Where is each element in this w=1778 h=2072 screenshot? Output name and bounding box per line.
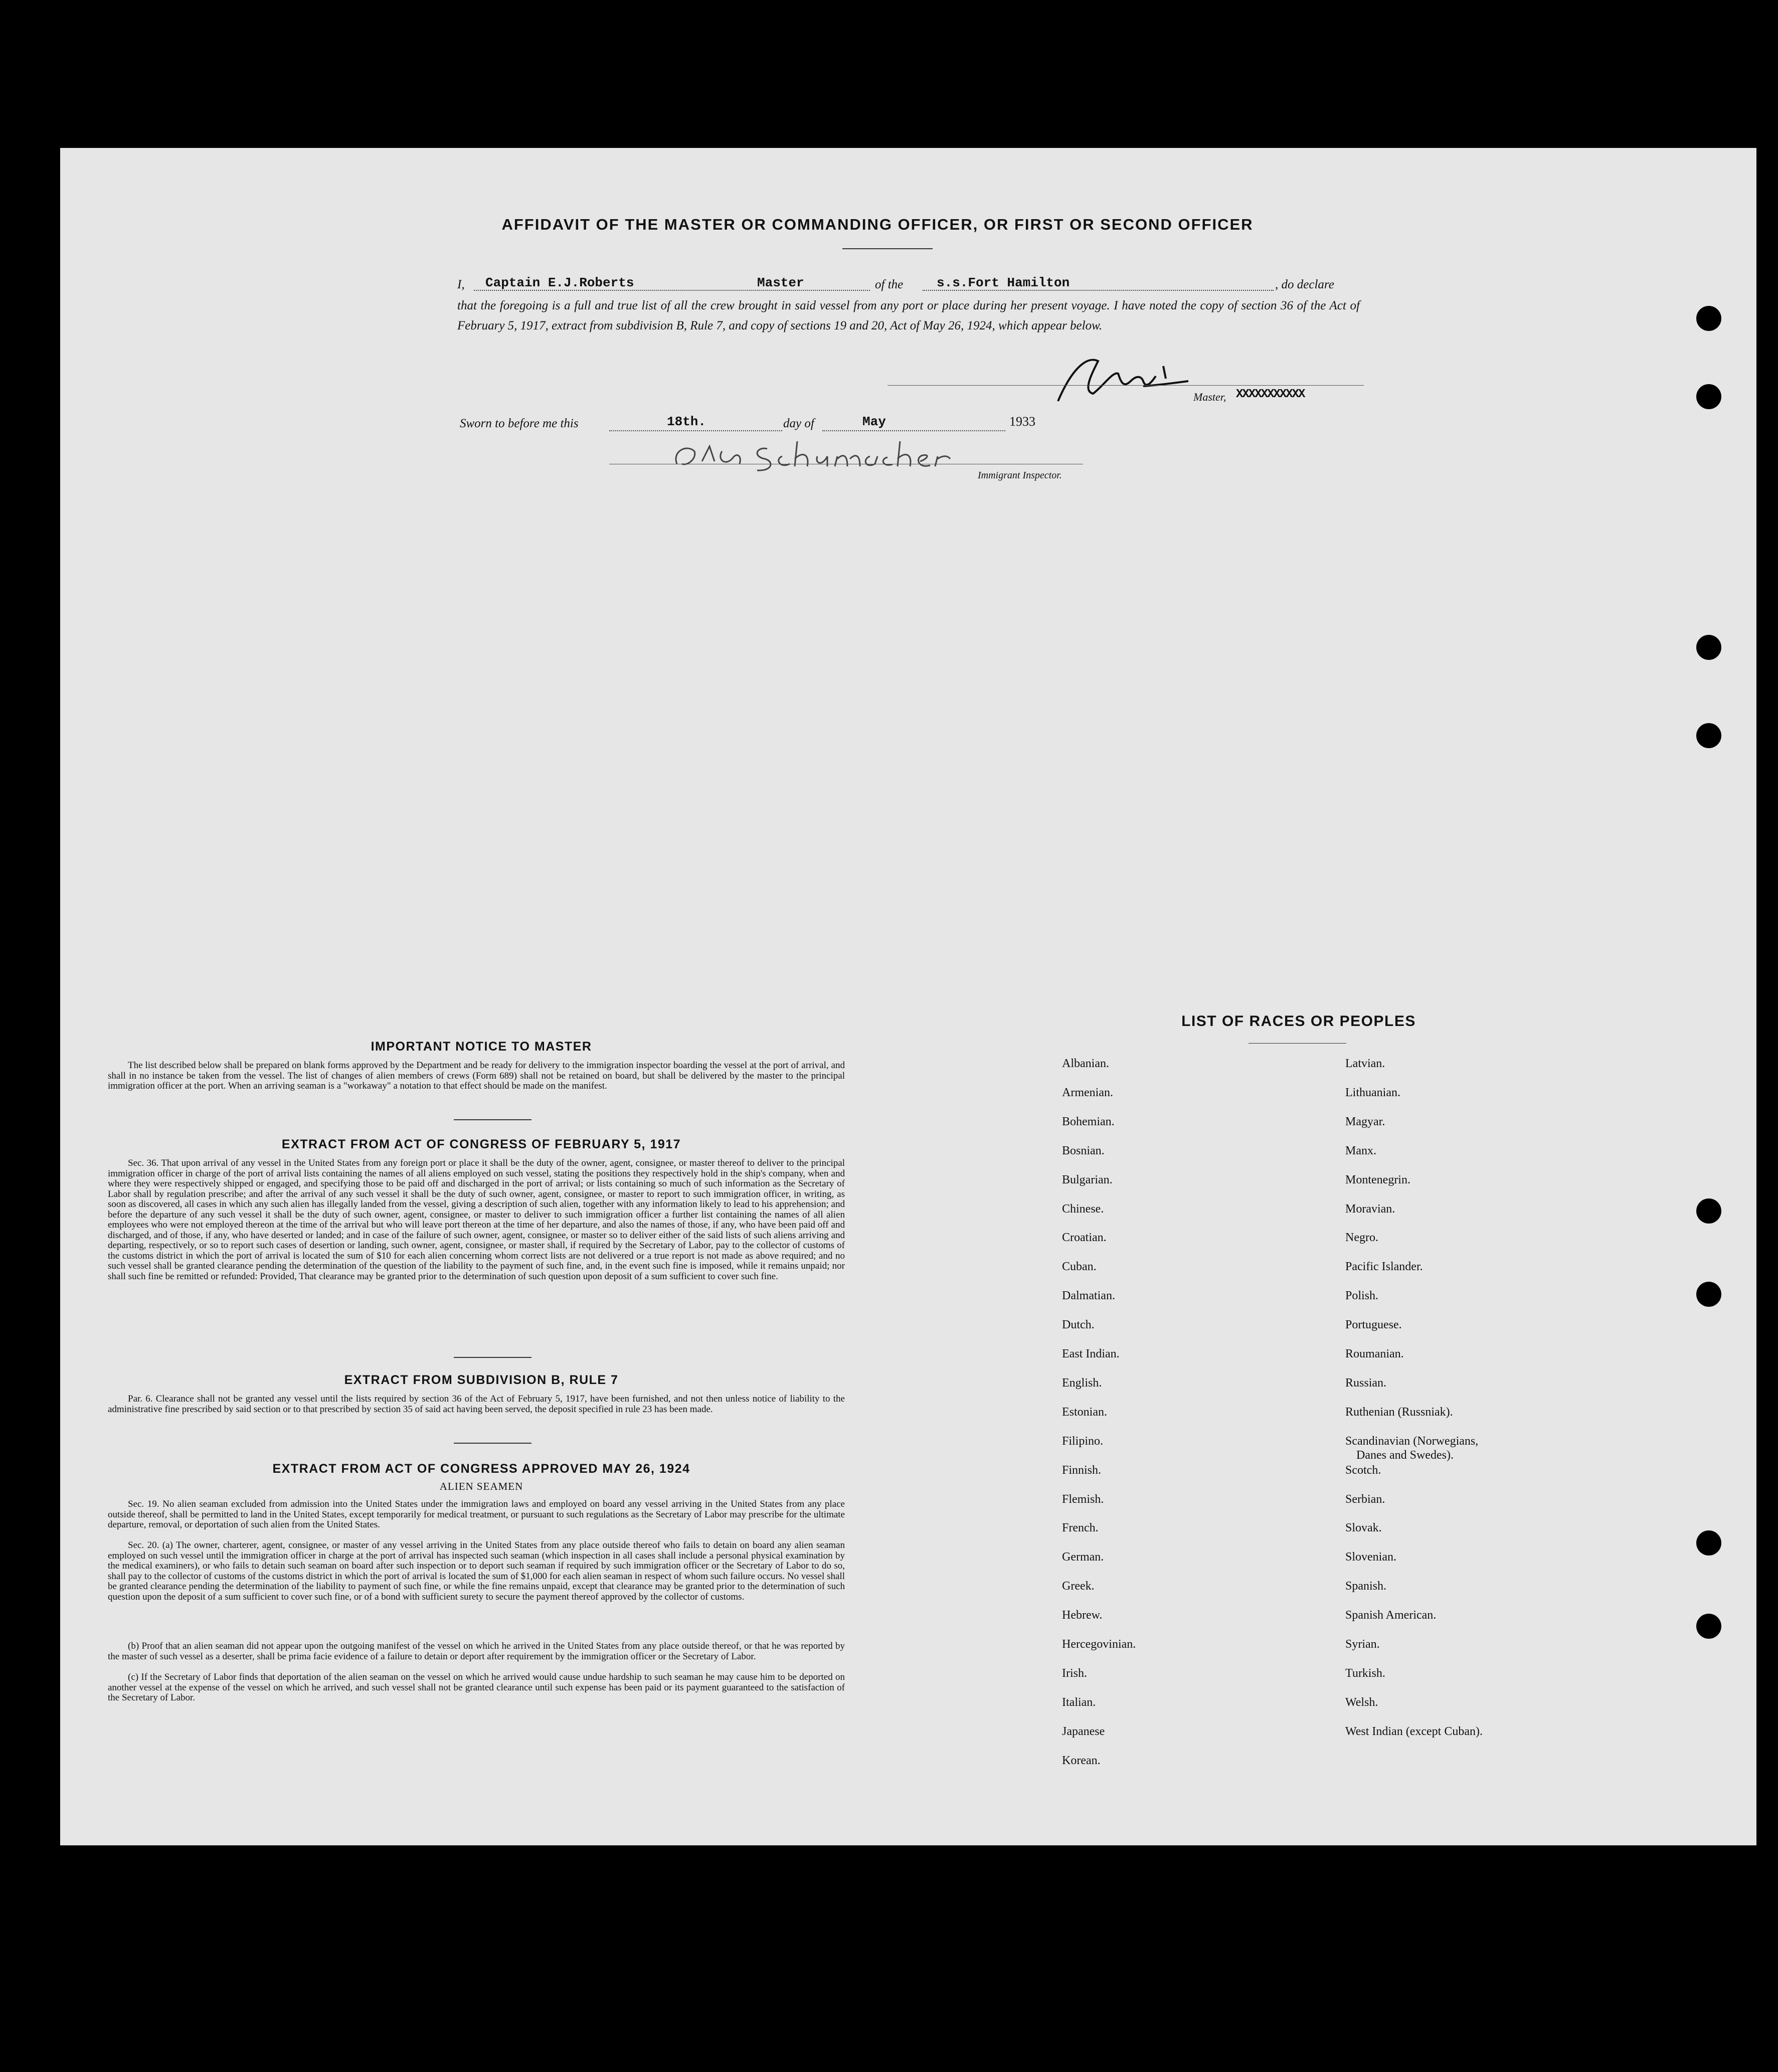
master-struck-title: XXXXXXXXXXX xyxy=(1236,388,1305,401)
punch-hole xyxy=(1696,723,1721,748)
affidavit-line1-suffix: , do declare xyxy=(1275,278,1334,291)
race-item: French. xyxy=(1062,1521,1099,1535)
sec-20b-text: (b) Proof that an alien seaman did not appear upon the outgoing manifest of the vessel on which he arrived in the United States from any place outside thereof, or that he was reported by the master of such vessel as a deserter, shall be prima facie evidence of a failure to detain or deport after requirement by the immigration officer or the Secretary of Labor. xyxy=(108,1641,845,1662)
race-item: Korean. xyxy=(1062,1754,1101,1767)
race-item: Moravian. xyxy=(1345,1202,1395,1216)
race-item: Bulgarian. xyxy=(1062,1173,1113,1186)
race-item: Pacific Islander. xyxy=(1345,1260,1423,1274)
race-item: West Indian (except Cuban). xyxy=(1345,1724,1483,1738)
race-item: Negro. xyxy=(1345,1231,1378,1245)
punch-hole xyxy=(1696,306,1721,331)
race-item: Syrian. xyxy=(1345,1638,1380,1651)
race-item: Bohemian. xyxy=(1062,1115,1115,1128)
divider xyxy=(1249,1043,1346,1044)
extract-1924-title: EXTRACT FROM ACT OF CONGRESS APPROVED MAY 26, 1924 xyxy=(272,1462,690,1476)
extract-1917-title: EXTRACT FROM ACT OF CONGRESS OF FEBRUARY 5, 1917 xyxy=(281,1137,681,1151)
punch-hole xyxy=(1696,1530,1721,1556)
day-of-label: day of xyxy=(783,417,814,430)
race-item: Serbian. xyxy=(1345,1492,1385,1506)
race-item: Lithuanian. xyxy=(1345,1086,1400,1099)
punch-hole xyxy=(1696,635,1721,660)
race-item: Japanese xyxy=(1062,1724,1105,1738)
race-item: Latvian. xyxy=(1345,1057,1385,1070)
vessel-name: s.s.Fort Hamilton xyxy=(937,275,1070,290)
race-item: Spanish. xyxy=(1345,1580,1387,1593)
alien-seamen-subtitle: ALIEN SEAMEN xyxy=(439,1480,523,1492)
race-item: Welsh. xyxy=(1345,1695,1378,1709)
affidavit-title: AFFIDAVIT OF THE MASTER OR COMMANDING OFFICER, OR FIRST OR SECOND OFFICER xyxy=(501,216,1254,233)
sec-20c-text: (c) If the Secretary of Labor finds that deportation of the alien seaman on the vessel on which he arrived would cause undue hardship to such seaman he may cause him to be deported on another vessel at the expense of the vessel on which he arrived, and such vessel shall not be granted clearance until such expense has been paid or its payment guaranteed to the satisfaction of the Secretary of Labor. xyxy=(108,1672,845,1703)
race-item: Hercegovinian. xyxy=(1062,1638,1136,1651)
of-the-label: of the xyxy=(875,278,904,291)
race-item: Turkish. xyxy=(1345,1666,1385,1680)
inspector-label: Immigrant Inspector. xyxy=(978,470,1062,481)
punch-hole xyxy=(1696,1282,1721,1307)
master-signature xyxy=(1043,346,1193,411)
race-item: Filipino. xyxy=(1062,1434,1104,1448)
race-item: Flemish. xyxy=(1062,1492,1104,1506)
race-item: Spanish American. xyxy=(1345,1609,1437,1622)
race-item: Irish. xyxy=(1062,1666,1087,1680)
notice-title: IMPORTANT NOTICE TO MASTER xyxy=(371,1040,592,1054)
race-item: Croatian. xyxy=(1062,1231,1107,1245)
sworn-day: 18th. xyxy=(667,414,706,429)
race-item: Montenegrin. xyxy=(1345,1173,1410,1186)
day-underline xyxy=(609,430,782,431)
master-rank: Master xyxy=(757,275,804,290)
sec-20a-text: Sec. 20. (a) The owner, charterer, agent, consignee, or master of any vessel arriving in the United States from any place outside thereof who fails to detain on board any alien seaman employed on such vessel until the immigration officer in charge at the port of arrival has inspected such seaman (which inspection in all cases shall include a personal physical examination by the medical examiners), or who fails to detain such seaman on board after such inspection or to deport such seaman if required by such immigration officer or the Secretary of Labor to do so, shall pay to the collector of customs of the customs district in which the port of arrival is located the sum of $1,000 for each alien seaman in respect of whom such failure occurs. No vessel shall be granted clearance pending the determination of the liability to payment of such fine, or while the fine remains unpaid, except that clearance may be granted prior to the determination of such question upon the deposit of a sum sufficient to cover such fine, or of a bond with sufficient surety to secure the payment thereof approved by the collector of customs. xyxy=(108,1540,845,1602)
divider xyxy=(454,1119,531,1120)
race-item: Ruthenian (Russniak). xyxy=(1345,1405,1453,1419)
race-item: Finnish. xyxy=(1062,1463,1102,1477)
sworn-label: Sworn to before me this xyxy=(460,417,579,430)
race-item: Scotch. xyxy=(1345,1463,1381,1477)
race-item: Cuban. xyxy=(1062,1260,1097,1274)
race-item: English. xyxy=(1062,1376,1102,1390)
race-item: Danes and Swedes). xyxy=(1356,1448,1454,1462)
race-item: Portuguese. xyxy=(1345,1318,1402,1332)
divider xyxy=(454,1357,531,1358)
race-item: Hebrew. xyxy=(1062,1609,1103,1622)
race-item: Russian. xyxy=(1345,1376,1387,1390)
rule-7-title: EXTRACT FROM SUBDIVISION B, RULE 7 xyxy=(344,1373,619,1387)
month-underline xyxy=(822,430,1005,431)
rule-7-text: Par. 6. Clearance shall not be granted any vessel until the lists required by section 36 of the Act of February 5, 1917, have been furnished, and not then unless notice of liability to the administrative fine prescribed by said section or to that prescribed by section 35 of said act having been served, the deposit specified in rule 23 has been made. xyxy=(108,1394,845,1415)
sworn-month: May xyxy=(862,414,886,429)
punch-hole xyxy=(1696,384,1721,409)
master-label: Master, xyxy=(1193,391,1226,403)
race-item: Greek. xyxy=(1062,1580,1095,1593)
race-item: Dutch. xyxy=(1062,1318,1095,1332)
sworn-year: 1933 xyxy=(1009,414,1035,429)
extract-1917-text: Sec. 36. That upon arrival of any vessel in the United States from any foreign port or place it shall be the duty of the owner, agent, consignee, or master thereof to deliver to the principal immigration officer in charge of the port of arrival lists containing the names of all aliens employed on such vessel, stating the positions they respectively hold in the ship's company, when and where they were respectively shipped or engaged, and specifying those to be paid off and discharged in the port of arrival; or lists containing so much of such information as the Secretary of Labor shall by regulation prescribe; and after the arrival of any such vessel it shall be the duty of such owner, agent, consignee, or master to report to such immigration officer, in writing, as soon as discovered, all cases in which any such alien has illegally landed from the vessel, giving a description of such alien, together with any information likely to lead to his apprehension; and before the departure of any such vessel it shall be the duty of such owner, agent, consignee, or master to deliver to such immigration officer a further list containing the names of all alien employees who were not employed thereon at the time of the arrival but who will leave port thereon at the time of her departure, and also the names of those, if any, who have been paid off and discharged, and of those, if any, who have deserted or landed; and in case of the failure of such owner, agent, consignee, or master so to deliver either of the said lists of such aliens arriving and departing, respectively, or so to report such cases of desertion or landing, such owner, agent, consignee, or master shall, if required by the Secretary of Labor, pay to the collector of customs of the customs district in which the port of arrival is located the sum of $10 for each alien concerning whom correct lists are not delivered or a true report is not made as above required; and no such vessel shall be granted clearance pending the determination of the question of the liability to the payment of such fine, and, in the event such fine is imposed, while it remains unpaid; nor shall such fine be remitted or refunded: Provided, That clearance may be granted prior to the determination of such question upon deposit of a sum sufficient to cover such fine. xyxy=(108,1158,845,1282)
race-item: Roumanian. xyxy=(1345,1347,1404,1360)
race-item: Scandinavian (Norwegians, xyxy=(1345,1434,1479,1448)
master-name: Captain E.J.Roberts xyxy=(485,275,634,290)
race-item: Slovenian. xyxy=(1345,1550,1396,1564)
race-item: Estonian. xyxy=(1062,1405,1107,1419)
affidavit-body: that the foregoing is a full and true list of all the crew brought in said vessel from any port or place during her present voyage. I have noted the copy of section 36 of the Act of February 5, 1917, extract from subdivision B, Rule 7, and copy of sections 19 and 20, Act of May 26, 1924, which appear below. xyxy=(457,299,1360,332)
notice-text: The list described below shall be prepared on blank forms approved by the Department and be ready for delivery to the immigration inspector boarding the vessel at the port of arrival, and shall in no instance be taken from the vessel. The list of changes of alien members of crews (Form 689) shall not be retained on board, but shall be delivered by the master to the principal immigration officer at the port. When an arriving seaman is a "workaway" a notation to that effect should be made on the manifest. xyxy=(108,1060,845,1091)
races-title: LIST OF RACES OR PEOPLES xyxy=(1181,1013,1416,1029)
race-item: Magyar. xyxy=(1345,1115,1385,1128)
race-item: Polish. xyxy=(1345,1289,1379,1303)
race-item: German. xyxy=(1062,1550,1104,1564)
divider xyxy=(454,1443,531,1444)
race-item: Slovak. xyxy=(1345,1521,1382,1535)
race-item: Armenian. xyxy=(1062,1086,1113,1099)
affidavit-line1-prefix: I, xyxy=(457,278,465,291)
punch-hole xyxy=(1696,1198,1721,1224)
race-item: Dalmatian. xyxy=(1062,1289,1115,1303)
race-item: Chinese. xyxy=(1062,1202,1104,1216)
race-item: Italian. xyxy=(1062,1695,1096,1709)
divider xyxy=(842,248,933,249)
race-item: Bosnian. xyxy=(1062,1144,1105,1157)
race-item: East Indian. xyxy=(1062,1347,1120,1360)
punch-hole xyxy=(1696,1614,1721,1639)
sec-19-text: Sec. 19. No alien seaman excluded from admission into the United States under the immigration laws and employed on board any vessel arriving in the United States from any place outside thereof, shall be permitted to land in the United States, except temporarily for medical treatment, or pursuant to such regulations as the Secretary of Labor may prescribe for the ultimate departure, removal, or deportation of such alien from the United States. xyxy=(108,1499,845,1530)
race-item: Albanian. xyxy=(1062,1057,1109,1070)
signature-line xyxy=(887,385,1364,386)
race-item: Manx. xyxy=(1345,1144,1376,1157)
